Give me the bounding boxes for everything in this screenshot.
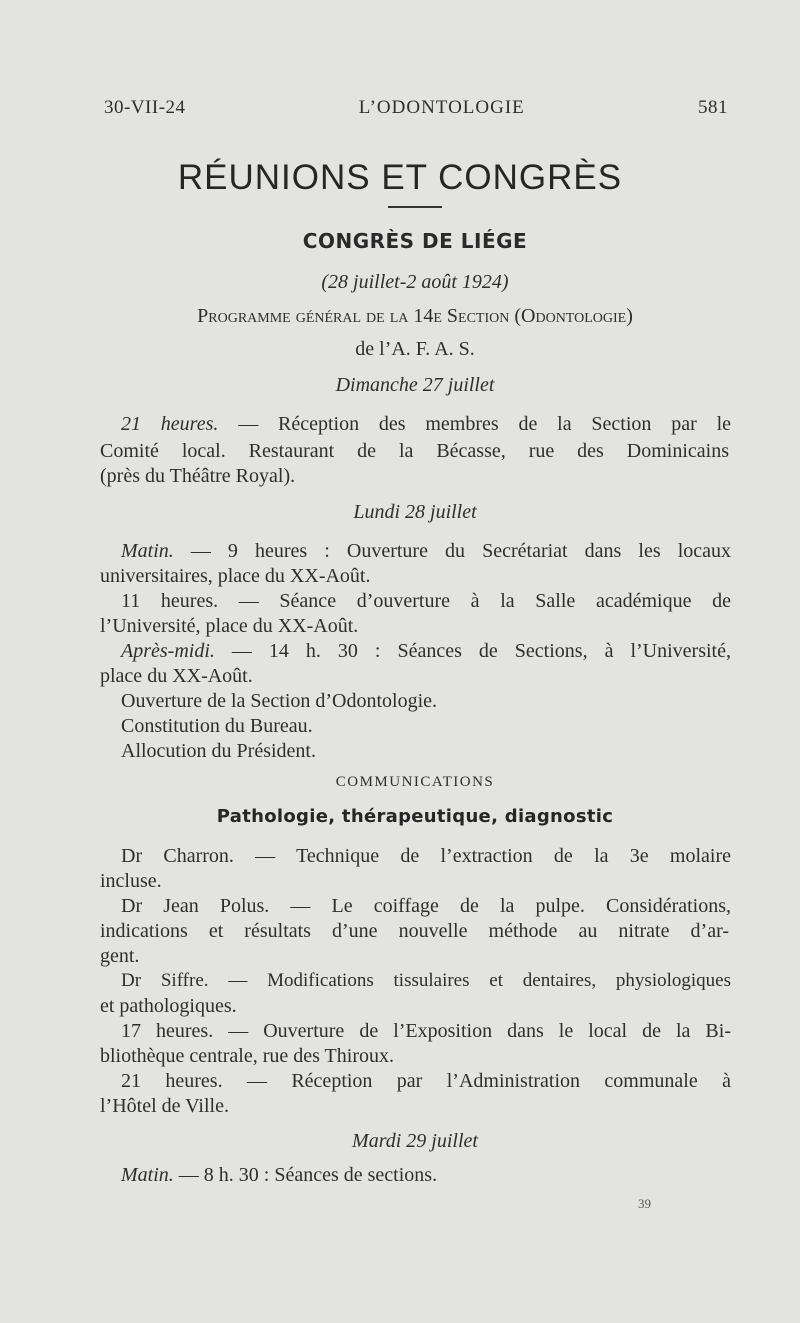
communication-3-line-2: et pathologiques.	[100, 995, 237, 1017]
sunday-line-1	[121, 413, 731, 436]
communication-3-line-1: Dr Siffre. — Modifications tissulaires et dentaires, physiologiques	[121, 970, 731, 991]
communication-4-line-2: bliothèque centrale, rue des Thiroux.	[100, 1045, 394, 1067]
sunday-line-3: (près du Théâtre Royal).	[100, 465, 296, 487]
sunday-line-2: Comité local. Restaurant de la Bécasse, rue des Dominicains	[100, 440, 729, 462]
issue-date: 30-VII-24	[104, 97, 186, 118]
congress-name: CONGRÈS DE LIÉGE	[302, 229, 528, 253]
communication-2-line-1: Dr Jean Polus. — Le coiffage de la pulpe. Considérations,	[121, 895, 731, 917]
afternoon-time: Après-midi.	[121, 640, 215, 662]
monday-line-8: Constitution du Bureau.	[121, 715, 313, 737]
page-number: 581	[697, 97, 728, 118]
tuesday-time: Matin.	[121, 1164, 174, 1186]
programme-line-1: Programme général de la 14e Section (Odontologie)	[197, 305, 633, 327]
communication-5-line-1: 21 heures. — Réception par l’Administration communale à	[121, 1070, 731, 1092]
communication-2-line-2: indications et résultats d’une nouvelle méthode au nitrate d’ar-	[100, 920, 729, 942]
communication-4-line-1: 17 heures. — Ouverture de l’Exposition dans le local de la Bi-	[121, 1020, 731, 1042]
tuesday-line-1-text: — 8 h. 30 : Séances de sections.	[173, 1164, 438, 1186]
signature-mark: 39	[638, 1196, 651, 1211]
monday-line-3: 11 heures. — Séance d’ouverture à la Salle académique de	[121, 590, 731, 612]
communications-label: COMMUNICATIONS	[335, 774, 495, 790]
journal-title: L’ODONTOLOGIE	[358, 97, 525, 118]
day-heading-sunday: Dimanche 27 juillet	[335, 374, 495, 396]
monday-line-6: place du XX-Août.	[100, 665, 253, 687]
programme-line-2: de l’A. F. A. S.	[355, 338, 475, 360]
communications-heading: Pathologie, thérapeutique, diagnostic	[216, 806, 614, 827]
monday-line-2: universitaires, place du XX-Août.	[100, 565, 371, 587]
monday-line-9: Allocution du Président.	[121, 740, 316, 762]
day-heading-tuesday: Mardi 29 juillet	[352, 1130, 478, 1152]
congress-dates: (28 juillet-2 août 1924)	[321, 271, 509, 293]
sunday-line-1-text: — Réception des membres de la Section par le	[218, 413, 732, 435]
running-head	[104, 97, 728, 119]
monday-time: Matin.	[121, 540, 174, 562]
communication-1-line-1: Dr Charron. — Technique de l’extraction de la 3e molaire	[121, 845, 731, 867]
monday-line-5-text: — 14 h. 30 : Séances de Sections, à l’Université,	[214, 640, 731, 662]
communication-1-line-2: incluse.	[100, 870, 162, 892]
communication-2-line-3: gent.	[100, 945, 140, 967]
title-rule	[388, 206, 442, 208]
tuesday-line-1	[121, 1164, 731, 1187]
sunday-time: 21 heures.	[121, 413, 219, 435]
communication-5-line-2: l’Hôtel de Ville.	[100, 1095, 229, 1117]
day-heading-monday: Lundi 28 juillet	[353, 501, 477, 523]
monday-line-7: Ouverture de la Section d’Odontologie.	[121, 690, 438, 712]
monday-line-1-text: — 9 heures : Ouverture du Secrétariat dans les locaux	[173, 540, 731, 562]
monday-line-4: l’Université, place du XX-Août.	[100, 615, 359, 637]
monday-line-1	[121, 540, 731, 563]
page-title: RÉUNIONS ET CONGRÈS	[177, 158, 623, 197]
monday-line-5	[121, 640, 731, 663]
